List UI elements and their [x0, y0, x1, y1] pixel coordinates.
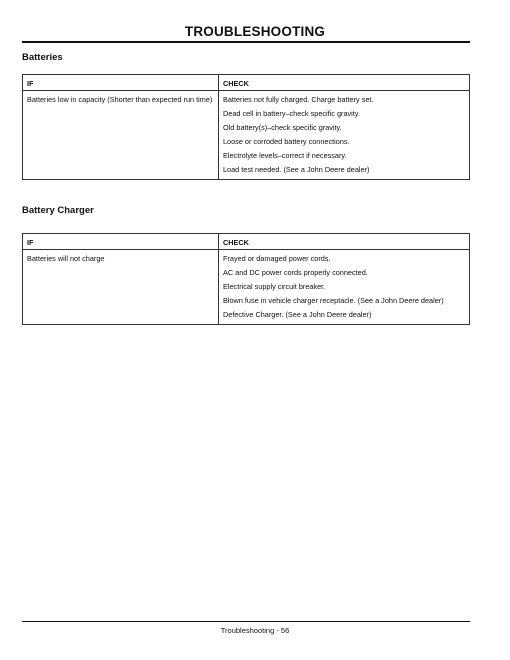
check-item: Dead cell in battery–check specific gravity. [223, 109, 360, 118]
if-cell: Batteries low in capacity (Shorter than expected run time) [23, 91, 219, 180]
footer-rule [22, 621, 470, 622]
page-footer: Troubleshooting - 56 [220, 626, 290, 635]
table-header-row [23, 75, 470, 91]
page-title: TROUBLESHOOTING [184, 24, 326, 39]
check-item: Electrical supply circuit breaker. [223, 282, 326, 291]
check-item: Defective Charger. (See a John Deere dealer) [223, 310, 372, 319]
check-cell [219, 91, 470, 180]
check-item: Batteries not fully charged. Charge battery set. [223, 95, 374, 104]
section-heading-batteries: Batteries [22, 52, 63, 63]
table-row [23, 250, 470, 325]
check-item: Blown fuse in vehicle charger receptacle. (See a John Deere dealer) [223, 296, 444, 305]
battery-charger-troubleshooting-table [22, 233, 470, 325]
title-rule [22, 41, 470, 43]
if-cell: Batteries will not charge [23, 250, 219, 325]
check-item: Loose or corroded battery connections. [223, 137, 350, 146]
check-item: Frayed or damaged power cords. [223, 254, 331, 263]
table-row [23, 91, 470, 180]
check-item: AC and DC power cords properly connected. [223, 268, 368, 277]
if-column-header: IF [23, 75, 219, 91]
check-column-header: CHECK [219, 75, 470, 91]
if-column-header: IF [23, 234, 219, 250]
check-item: Load test needed. (See a John Deere dealer) [223, 165, 370, 174]
batteries-troubleshooting-table [22, 74, 470, 180]
check-column-header: CHECK [219, 234, 470, 250]
check-item: Electrolyte levels–correct if necessary. [223, 151, 347, 160]
check-item: Old battery(s)–check specific gravity. [223, 123, 342, 132]
table-header-row [23, 234, 470, 250]
section-heading-battery-charger: Battery Charger [22, 205, 94, 216]
check-cell [219, 250, 470, 325]
